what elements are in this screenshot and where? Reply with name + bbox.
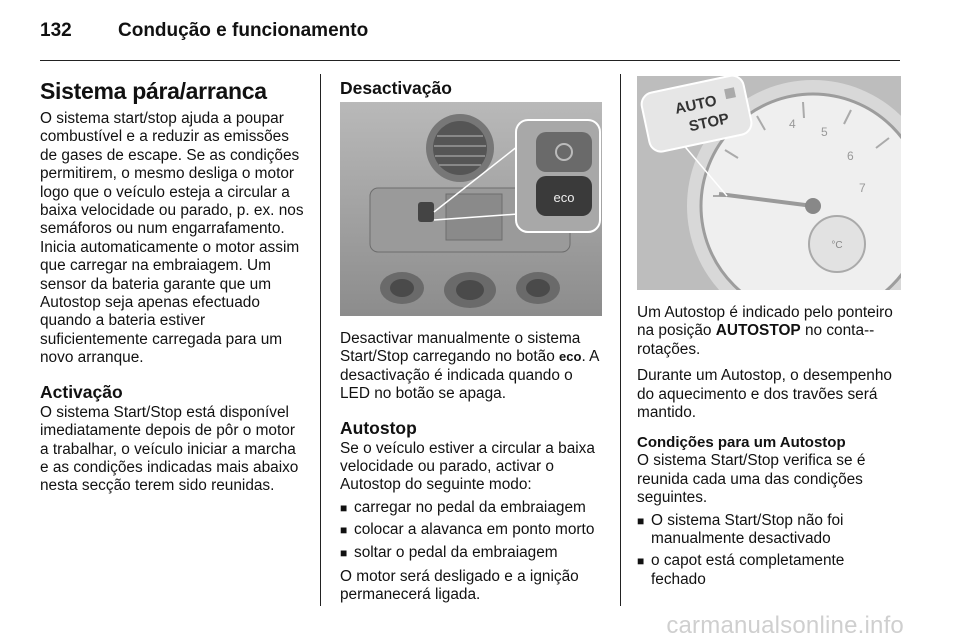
tachometer-autostop-illustration — [637, 76, 901, 290]
column-divider-2 — [620, 74, 621, 606]
dashboard-eco-button-illustration — [340, 102, 602, 316]
activation-heading: Activação — [40, 381, 123, 402]
section-title: Condução e funcionamento — [118, 20, 369, 41]
image-eco-label: eco — [553, 190, 575, 205]
eco-term: eco — [559, 349, 582, 365]
autostop-term: AUTOSTOP — [715, 322, 801, 340]
svg-text:°C: °C — [831, 240, 843, 251]
autostop-heading: Autostop — [340, 417, 417, 438]
watermark: carmanualsonline.info — [666, 612, 904, 639]
deactivation-heading: Desactivação — [340, 78, 452, 98]
header-divider — [40, 60, 900, 61]
conditions-intro: O sistema Start/Stop verifica se é reunida cada uma das condições seguintes. — [637, 452, 866, 507]
autostop-steps — [340, 499, 606, 562]
list-item: ■ o capot está completamente fechado — [637, 552, 845, 588]
chapter-heading: Sistema pára/arranca — [40, 78, 267, 104]
autostop-label-line1: AUTO — [673, 92, 719, 118]
page-number: 132 — [40, 20, 72, 41]
svg-text:5: 5 — [821, 125, 828, 139]
page-header — [40, 14, 900, 50]
indicator-paragraph: Um Autostop é indicado pelo ponteiro na posição AUTOSTOP no conta--rotações. — [637, 304, 893, 358]
column-divider-1 — [320, 74, 321, 606]
autostop-intro: Se o veículo estiver a circular a baixa velocidade ou parado, activar o Autostop do seguinte modo: — [340, 439, 595, 494]
maintained-paragraph: Durante um Autostop, o desempenho do aquecimento e dos travões será mantido. — [637, 367, 892, 422]
column-1 — [40, 70, 306, 504]
deactivation-paragraph: Desactivar manualmente o sistema Start/Stop carregando no botão eco. A desactivação é indicada quando o LED no botão se apaga. — [340, 330, 599, 403]
svg-text:7: 7 — [859, 181, 866, 195]
list-item: ■ O sistema Start/Stop não foi manualmente desactivado — [637, 511, 844, 548]
list-item: ■ carregar no pedal da embraiagem — [340, 498, 586, 516]
svg-text:4: 4 — [789, 117, 796, 131]
svg-text:6: 6 — [847, 149, 854, 163]
conditions-heading: Condições para um Autostop — [637, 434, 846, 452]
autostop-outro: O motor será desligado e a ignição permanecerá ligada. — [340, 568, 579, 604]
intro-paragraph: O sistema start/stop ajuda a poupar combustível e a reduzir as emissões de gases de escape. Se as condições permitirem, o mesmo desliga o motor logo que o veículo esteja a circular a baixa velocidade ou parado, p. ex. nos semáforos ou num engarrafamento. Inicia automaticamente o motor assim que carregar na embraiagem. Um sensor da bateria garante que um Autostop seja apenas efectuado quando a bateria estiver suficientemente carregada para um novo arranque. — [40, 110, 304, 367]
list-item: ■ soltar o pedal da embraiagem — [340, 543, 558, 561]
autostop-label-line2: STOP — [687, 110, 731, 136]
column-3 — [637, 74, 903, 595]
column-2 — [340, 70, 606, 613]
conditions-list — [637, 512, 903, 590]
activation-paragraph: O sistema Start/Stop está disponível imediatamente depois de pôr o motor a trabalhar, o veículo iniciar a marcha e as condições indicadas mais abaixo nesta secção terem sido reunidas. — [40, 403, 299, 495]
list-item: ■ colocar a alavanca em ponto morto — [340, 521, 595, 539]
